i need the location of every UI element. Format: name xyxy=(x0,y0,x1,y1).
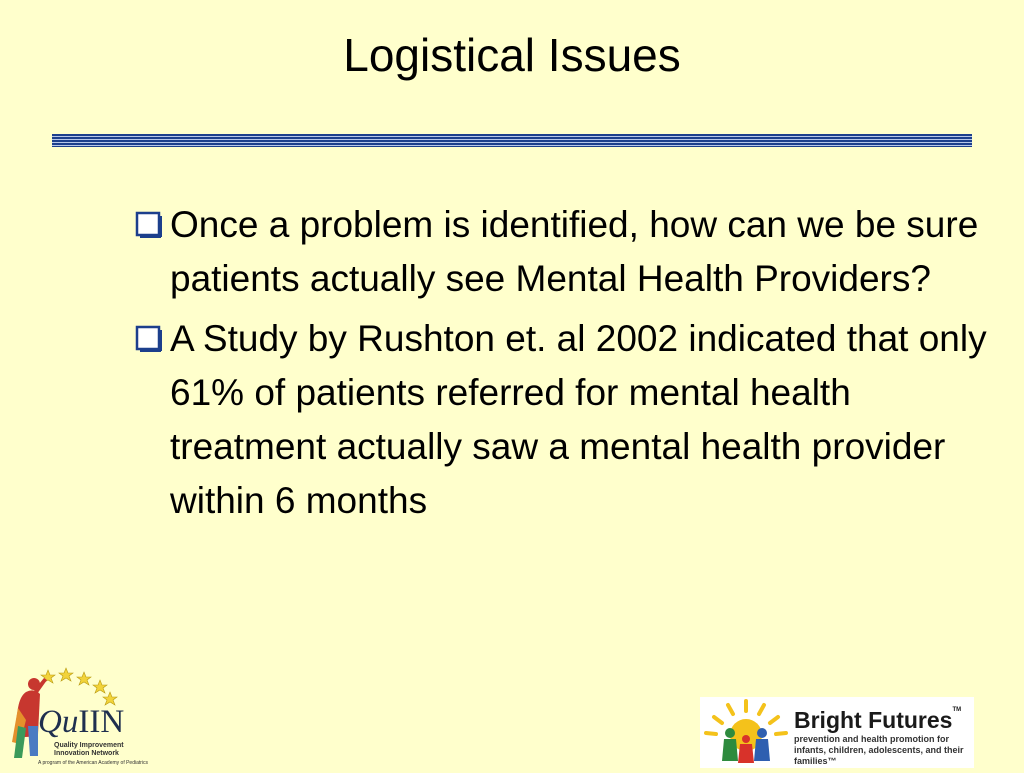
bright-futures-name: Bright Futures xyxy=(794,707,953,733)
quiin-tagline: A program of the American Academy of Pediatrics xyxy=(38,760,149,766)
hollow-square-icon xyxy=(135,211,163,239)
hollow-square-icon xyxy=(135,325,163,353)
bullet-text: A Study by Rushton et. al 2002 indicated that only 61% of patients referred for mental health treatment actually saw a mental health provider within 6 months xyxy=(170,318,987,521)
slide-title: Logistical Issues xyxy=(343,29,681,81)
bright-futures-logo xyxy=(700,697,974,768)
quiin-logo xyxy=(4,664,154,766)
trademark-mark: TM xyxy=(952,707,962,713)
bullet-item xyxy=(132,312,992,528)
bright-futures-tagline: prevention and health promotion for infants, children, adolescents, and their families™ xyxy=(794,734,964,766)
quiin-subtitle: Quality Improvement Innovation Network xyxy=(54,742,124,757)
quiin-name: QuIIN xyxy=(38,704,125,740)
title-divider xyxy=(52,134,972,147)
sun-family-icon xyxy=(700,697,792,768)
bullet-text: Once a problem is identified, how can we be sure patients actually see Mental Health Providers? xyxy=(170,204,979,299)
bullet-item xyxy=(132,198,992,306)
bright-futures-text xyxy=(794,707,972,767)
bullet-list xyxy=(132,198,992,534)
